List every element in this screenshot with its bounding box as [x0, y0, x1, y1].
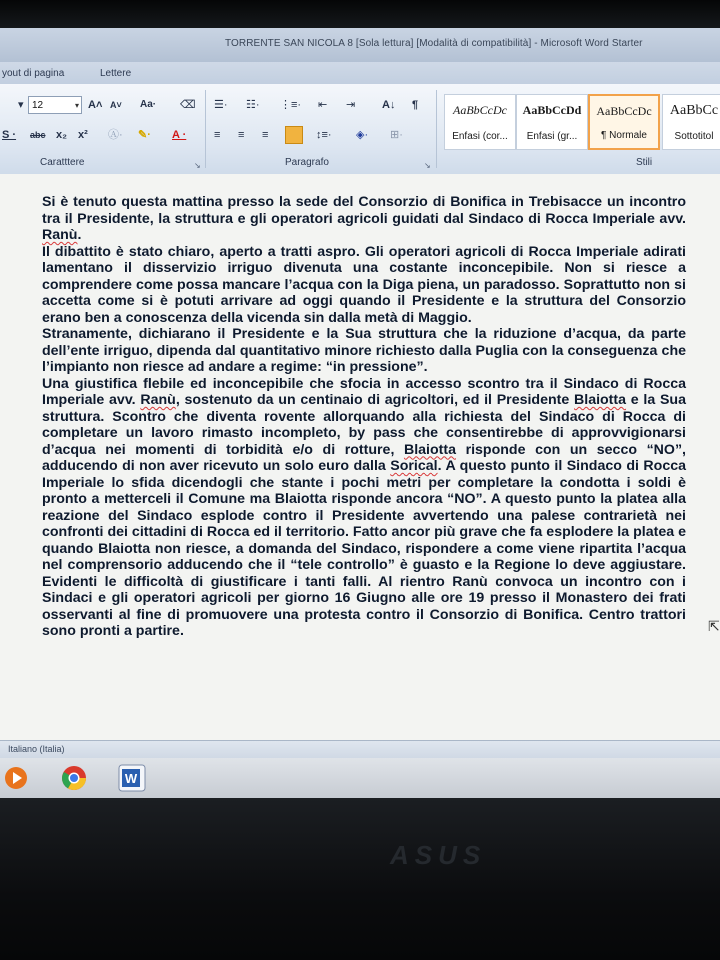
- style-normale[interactable]: AaBbCcDc ¶ Normale: [588, 94, 660, 150]
- window-title: TORRENTE SAN NICOLA 8 [Sola lettura] [Modalità di compatibilità] - Microsoft Word Starter: [225, 38, 643, 49]
- word-icon[interactable]: [118, 764, 146, 792]
- numbering-icon[interactable]: ☷·: [246, 99, 260, 111]
- tab-layout[interactable]: yout di pagina: [2, 68, 65, 79]
- text-run: , sostenuto da un centinaio di agricoltori, ed il Presidente: [175, 392, 574, 408]
- misspelled-word: Ranù: [42, 227, 78, 243]
- paragraph: [42, 376, 686, 640]
- sort-icon[interactable]: A↓: [382, 99, 396, 111]
- chrome-icon[interactable]: [60, 764, 88, 792]
- align-right-icon[interactable]: ≡: [262, 129, 269, 141]
- text-run: Si è tenuto questa mattina presso la sede del Consorzio di Bonifica in Trebisacce un incontro tra il Presidente, la struttura e gli operatori agricoli guidati dal Sindaco di Rocca Imperiale avv.: [42, 194, 686, 227]
- font-size-field[interactable]: 12 ▾: [28, 96, 82, 114]
- clear-format-icon[interactable]: ⌫: [180, 99, 196, 111]
- borders-icon[interactable]: ⊞·: [390, 129, 403, 141]
- bullets-icon[interactable]: ☰·: [214, 99, 228, 111]
- strikethrough-icon[interactable]: abc: [30, 130, 46, 140]
- paragrafo-launcher-icon[interactable]: ↘: [424, 161, 431, 170]
- font-name-dropdown-icon[interactable]: ▾: [18, 99, 24, 111]
- style-sottotitolo[interactable]: AaBbCc Sottotitol: [662, 94, 720, 150]
- mouse-cursor-icon: ⇱: [708, 618, 720, 634]
- misspelled-word: Blaiotta: [403, 441, 456, 458]
- style-enfasi-grassetto[interactable]: AaBbCcDd Enfasi (gr...: [516, 94, 588, 150]
- increase-indent-icon[interactable]: ⇥: [346, 99, 356, 111]
- misspelled-word: Sorical: [390, 458, 438, 474]
- laptop-bezel-bottom: [0, 798, 720, 960]
- paragraph: [42, 244, 686, 327]
- group-label-stili: Stili: [636, 157, 653, 168]
- laptop-brand-logo: ASUS: [390, 840, 487, 870]
- ribbon-tabs: [0, 62, 720, 84]
- text-run: . A questo punto il Sindaco di Rocca Imperiale lo sfida dicendogli che stante i pochi metri per completare la condotta i soldi è pronto a metterceli il Comune ma Blaiotta risponde ancora “NO”. A questo punto la platea alla reazione del Sindaco esplode contro il Presidente avvertendo una palese contrarietà nei confronti dei cittadini di Rocca ed il territorio. Fatto ancor più grave che fa esplodere la platea e quando Blaiotta non riesce, a domanda del Sindaco, rispondere a come viene ripartita l’acqua nel comprensorio adducendo che il “tele controllo” è guasto e la Regione lo deve aggiustare. Evidenti le difficoltà di giustificare i tanti falli. Al rientro Ranù convoca un incontro con i Sindaci e gli operatori agricoli per giorno 16 Giugno alle ore 19 presso il Monastero dei frati osservanti al fine di promuovere una protesta contro il Consorzio di Bonifica. Centro trattori sono pronti a partire.: [42, 458, 686, 639]
- text-run: .: [77, 227, 82, 243]
- misspelled-word: Blaiotta: [574, 392, 627, 408]
- align-center-icon[interactable]: ≡: [238, 129, 245, 141]
- underline-icon[interactable]: S ·: [2, 129, 17, 141]
- paragraph: [42, 194, 686, 244]
- misspelled-word: Ranù: [140, 392, 176, 408]
- text-run: Una giustifica flebile ed inconcepibile che sfocia in accesso scontro tra il Sindaco di Rocca Imperiale avv.: [42, 375, 686, 408]
- subscript-icon[interactable]: x₂: [56, 129, 68, 141]
- text-run: risponde con un secco “NO”, adducendo di non aver ricevuto un solo euro dalla: [42, 441, 686, 474]
- text-run: Stranamente, dichiarano il Presidente e la Sua struttura che la riduzione d’acqua, da parte dell’ente irriguo, dipenda dal quantitativo minore richiesto dalla Puglia con la conseguenza che l’impianto non riesce ad andare a regime: “in pressione”.: [42, 326, 686, 375]
- taskbar: [0, 758, 720, 798]
- media-player-icon[interactable]: [2, 764, 30, 792]
- svg-text:W: W: [124, 771, 138, 786]
- group-label-paragrafo: Paragrafo: [285, 157, 329, 168]
- highlight-color-icon[interactable]: ✎·: [138, 129, 151, 141]
- grow-font-icon[interactable]: A˄: [88, 99, 103, 111]
- text-effects-icon[interactable]: Ⓐ·: [108, 129, 123, 141]
- group-label-carattere: Caratttere: [40, 157, 85, 168]
- language-indicator[interactable]: Italiano (Italia): [8, 744, 65, 754]
- shrink-font-icon[interactable]: A˅: [110, 100, 122, 110]
- document-page[interactable]: [0, 174, 720, 740]
- ribbon: [0, 84, 720, 175]
- shading-icon[interactable]: ◈·: [356, 129, 369, 141]
- laptop-bezel-top: [0, 0, 720, 28]
- line-spacing-icon[interactable]: ↕≡·: [316, 129, 332, 141]
- multilevel-list-icon[interactable]: ⋮≡·: [280, 99, 302, 111]
- justify-button[interactable]: [285, 126, 303, 144]
- decrease-indent-icon[interactable]: ⇤: [318, 99, 328, 111]
- show-marks-icon[interactable]: ¶: [412, 99, 419, 111]
- chevron-down-icon: ▾: [74, 101, 79, 110]
- status-bar: [0, 740, 720, 759]
- carattere-launcher-icon[interactable]: ↘: [194, 161, 201, 170]
- title-bar: [0, 28, 720, 62]
- superscript-icon[interactable]: x²: [78, 129, 88, 141]
- change-case-icon[interactable]: Aa·: [140, 99, 157, 110]
- group-divider: [436, 90, 437, 168]
- text-run: Il dibattito è stato chiaro, aperto a tratti aspro. Gli operatori agricoli di Rocca Imperiale adirati lamentano il disservizio irriguo divenuta una costante inconcepibile. Non si riesce a comprendere come possa mancare l’acqua con la Diga piena, un paradosso. Soprattutto non si accetta come si è potuti arrivare ad oggi quando il Presidente e la struttura del Consorzio erano ben a conoscenza della vicenda sin dalla metà di Maggio.: [42, 243, 686, 326]
- paragraph: [42, 326, 686, 376]
- group-divider: [205, 90, 206, 168]
- align-left-icon[interactable]: ≡: [214, 129, 221, 141]
- style-enfasi-corsivo[interactable]: AaBbCcDc Enfasi (cor...: [444, 94, 516, 150]
- text-run: e la Sua struttura. Scontro che diventa rovente allorquando alla richiesta del Sindaco di Rocca di completare un lavoro rimasto incompleto, by pass che consentirebbe di approvvigionarsi d’acqua nei momenti di torbidità e/o di rotture,: [42, 392, 686, 458]
- screen: [0, 28, 720, 798]
- document-body[interactable]: [42, 194, 686, 640]
- font-color-icon[interactable]: A ·: [172, 129, 187, 141]
- tab-lettere[interactable]: Lettere: [100, 68, 132, 79]
